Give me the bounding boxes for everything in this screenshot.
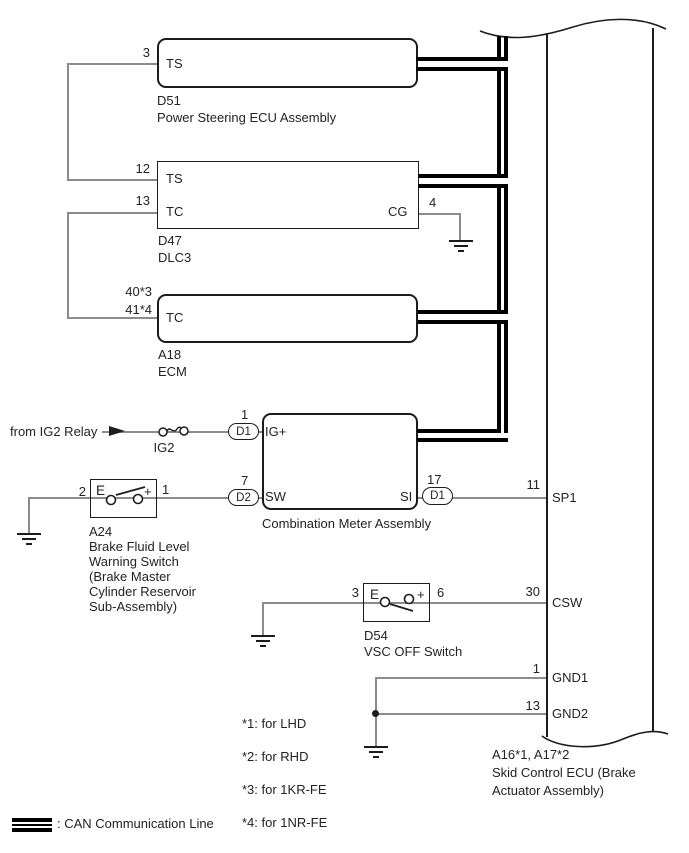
wire-a24-ground-v — [28, 497, 30, 533]
a18-pin40-number: 40*3 — [125, 284, 152, 299]
a24-name-line3: (Brake Master — [89, 569, 171, 584]
connector-d2-oval — [228, 489, 259, 506]
skid-name-line1: Skid Control ECU (Brake — [492, 765, 636, 780]
skid-pin30-number: 30 — [525, 584, 540, 599]
legend-can-text: : CAN Communication Line — [57, 816, 214, 831]
note-lhd: *1: for LHD — [242, 716, 307, 731]
skid-ecu-right-edge — [652, 28, 654, 732]
d54-pin3-number: 3 — [351, 585, 359, 600]
skid-pin-sp1-label: SP1 — [552, 490, 577, 505]
flow-arrow-icon — [109, 426, 125, 436]
meter-name: Combination Meter Assembly — [262, 516, 432, 531]
a24-code: A24 — [89, 524, 113, 539]
ground-icon-a24 — [16, 532, 42, 548]
can-bus-left-line — [497, 36, 501, 433]
d47-pin-cg-label: CG — [388, 204, 408, 219]
d51-code: D51 — [157, 93, 181, 108]
wire-d47-pin12-h — [67, 179, 157, 181]
d47-pin-tc-label: TC — [166, 204, 184, 219]
a18-name: ECM — [158, 364, 187, 379]
wire-cg-v — [459, 213, 461, 240]
a24-name-line4: Cylinder Reservoir — [89, 584, 196, 599]
a24-pin2-number: 2 — [78, 484, 86, 499]
a18-code: A18 — [158, 347, 182, 362]
d51-name: Power Steering ECU Assembly — [157, 110, 337, 125]
wire-gnd2-h — [375, 713, 547, 715]
d54-pin6-number: 6 — [437, 585, 445, 600]
d54-code: D54 — [364, 628, 388, 643]
a18-pin41-number: 41*4 — [125, 302, 152, 317]
skid-pin11-number: 11 — [526, 477, 540, 492]
d54-name: VSC OFF Switch — [364, 644, 463, 659]
wire-left-vertical-1 — [67, 63, 69, 180]
wire-left-vertical-2 — [67, 212, 69, 318]
skid-pin1-number: 1 — [532, 661, 540, 676]
connector-d1-si-oval — [422, 487, 453, 505]
wire-d51-pin3-h — [67, 63, 157, 65]
connector-d1-si-label: D1 — [430, 490, 445, 502]
d51-box — [157, 38, 418, 88]
can-bend-meter-top — [417, 429, 501, 433]
d54-plus-label: + — [417, 587, 425, 602]
a18-box — [157, 294, 418, 343]
d51-pin-ts-label: TS — [166, 56, 183, 71]
legend-can-symbol-mid — [12, 824, 52, 826]
junction-dot — [372, 710, 379, 717]
can-bend-meter-bottom — [417, 438, 508, 442]
connector-d1-label: D1 — [236, 425, 251, 438]
wire-cg-h — [419, 213, 460, 215]
can-crossing-gap — [495, 178, 509, 184]
note-1kr-fe: *3: for 1KR-FE — [242, 782, 327, 797]
note-rhd: *2: for RHD — [242, 749, 309, 764]
skid-name-line2: Actuator Assembly) — [492, 783, 604, 798]
ig2-source-label: from IG2 Relay — [10, 424, 98, 439]
legend-can-symbol-top — [12, 818, 52, 822]
meter-pin-si-label: SI — [400, 489, 413, 504]
d47-pin4-number: 4 — [429, 195, 437, 210]
a24-name-line2: Warning Switch — [89, 554, 179, 569]
wire-d47-pin13-h — [67, 212, 157, 214]
can-stub-a18-bottom — [418, 320, 508, 324]
skid-ecu-left-edge — [546, 33, 548, 737]
d47-name: DLC3 — [158, 250, 192, 265]
d47-pin13-number: 13 — [135, 193, 150, 208]
meter-pin7-number: 7 — [241, 473, 249, 488]
skid-pin-gnd1-label: GND1 — [552, 670, 589, 685]
a24-name-line1: Brake Fluid Level — [89, 539, 190, 554]
meter-pin-sw-label: SW — [265, 489, 286, 504]
can-crossing-gap — [503, 433, 509, 438]
d47-code: D47 — [158, 233, 182, 248]
a24-pin1-number: 1 — [162, 482, 170, 497]
wire-a18-tc-h — [67, 317, 157, 319]
wire-gnd1-h — [375, 677, 547, 679]
meter-pin17-number: 17 — [427, 472, 442, 487]
a24-name-line5: Sub-Assembly) — [89, 599, 178, 614]
connector-d2-label: D2 — [236, 491, 251, 504]
d54-e-label: E — [370, 587, 380, 602]
ig2-fuse-label: IG2 — [153, 440, 175, 455]
wire-d54-ground-v — [262, 602, 264, 635]
can-bus-right-line — [504, 36, 508, 442]
d51-pin3-number: 3 — [142, 45, 150, 60]
can-stub-d51-bottom — [416, 67, 508, 71]
legend-can-symbol-bottom — [12, 828, 52, 832]
wire-skid-ground-v — [375, 713, 377, 746]
skid-pin-gnd2-label: GND2 — [552, 706, 589, 721]
can-stub-d47-bottom — [418, 184, 508, 188]
can-crossing-gap — [495, 61, 509, 67]
ground-icon-skid — [363, 745, 389, 761]
meter-pin-igp-label: IG+ — [265, 424, 287, 439]
a24-e-label: E — [96, 483, 106, 498]
skid-code: A16*1, A17*2 — [492, 747, 570, 762]
ground-icon-dlc3 — [448, 239, 474, 255]
can-crossing-gap — [495, 314, 509, 320]
note-1nr-fe: *4: for 1NR-FE — [242, 815, 328, 830]
skid-pin13-number: 13 — [525, 698, 540, 713]
d47-box — [157, 161, 419, 229]
d47-pin12-number: 12 — [135, 161, 150, 176]
connector-d1-oval — [228, 423, 259, 440]
a18-pin-tc-label: TC — [166, 310, 184, 325]
wire-gnd-v — [375, 677, 377, 714]
ground-icon-d54 — [250, 634, 276, 650]
d47-pin-ts-label: TS — [166, 171, 183, 186]
a24-plus-label: + — [144, 484, 152, 499]
meter-pin1-number: 1 — [241, 407, 249, 422]
skid-pin-csw-label: CSW — [552, 595, 583, 610]
